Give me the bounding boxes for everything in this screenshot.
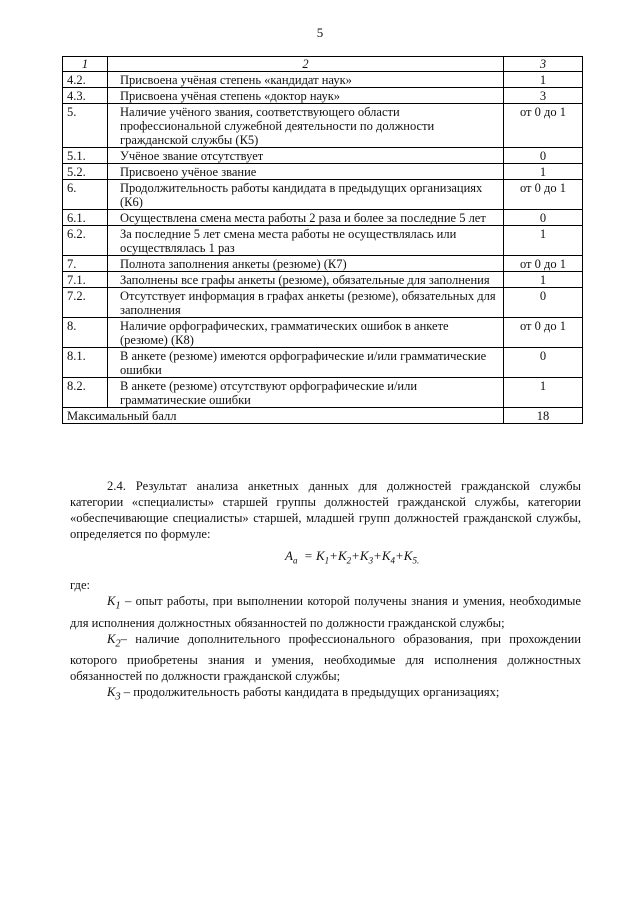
row-description: Присвоено учёное звание — [108, 164, 504, 180]
row-number: 4.3. — [63, 88, 108, 104]
paragraph-2-4-block — [70, 478, 581, 542]
table-row — [63, 210, 583, 226]
page-number: 5 — [316, 25, 324, 40]
k1-definition: $K_1$ – опыт работы, при выполнении которой получены знания и умения, необходимые для исполнения должностных обязанностей по должности гражданской службы; — [70, 594, 581, 630]
row-number: 8. — [63, 318, 108, 348]
formula-term: K — [337, 548, 347, 563]
k2-definition: $K_2-$ наличие дополнительного профессионального образования, при прохождении которого приобретены знания и умения, необходимые для исполнения должностных обязанностей по должности гражданской службы; — [70, 631, 581, 684]
formula-term-sub: 4 — [390, 555, 396, 566]
k3-definition: $K_3$ – продолжительность работы кандидата в предыдущих организациях; — [107, 685, 500, 703]
row-number: 5.2. — [63, 164, 108, 180]
table-row — [63, 164, 583, 180]
row-number: 5. — [63, 104, 108, 148]
row-number: 8.1. — [63, 348, 108, 378]
header-col-2: 2 — [108, 57, 504, 72]
formula-plus: + — [373, 548, 382, 563]
row-score: от 0 до 1 — [504, 256, 583, 272]
criteria-table — [62, 56, 583, 424]
formula-plus: + — [329, 548, 338, 563]
total-label: Максимальный балл — [63, 408, 504, 424]
row-score: 0 — [504, 288, 583, 318]
formula-term-sub: 5. — [412, 555, 420, 566]
row-description: Учёное звание отсутствует — [108, 148, 504, 164]
row-description: Наличие орфографических, грамматических ошибок в анкете (резюме) (К8) — [108, 318, 504, 348]
formula — [285, 548, 419, 566]
row-score: 1 — [504, 378, 583, 408]
formula-term-sub: 1 — [324, 555, 330, 566]
row-number: 6. — [63, 180, 108, 210]
row-score: 1 — [504, 226, 583, 256]
formula-term: K — [381, 548, 391, 563]
table-row — [63, 256, 583, 272]
row-number: 7.1. — [63, 272, 108, 288]
table-row — [63, 180, 583, 210]
row-score: 3 — [504, 88, 583, 104]
table-row — [63, 88, 583, 104]
formula-plus: + — [351, 548, 360, 563]
row-score: 0 — [504, 210, 583, 226]
formula-term-sub: 3 — [368, 555, 374, 566]
definitions-block — [70, 577, 581, 706]
row-score: от 0 до 1 — [504, 180, 583, 210]
formula-terms — [315, 548, 420, 566]
table-row — [63, 226, 583, 256]
row-number: 6.1. — [63, 210, 108, 226]
table-row — [63, 72, 583, 88]
row-number: 8.2. — [63, 378, 108, 408]
formula-term: K — [315, 548, 325, 563]
formula-lhs-sub: a — [292, 555, 298, 566]
row-score: от 0 до 1 — [504, 104, 583, 148]
row-description: Полнота заполнения анкеты (резюме) (К7) — [108, 256, 504, 272]
formula-equals: = — [300, 548, 316, 563]
formula-term: K — [403, 548, 413, 563]
row-description: Присвоена учёная степень «кандидат наук» — [108, 72, 504, 88]
formula-term: K — [359, 548, 369, 563]
formula-plus: + — [395, 548, 404, 563]
formula-term-sub: 2 — [346, 555, 352, 566]
row-score: 1 — [504, 72, 583, 88]
row-score: 1 — [504, 164, 583, 180]
row-score: 0 — [504, 148, 583, 164]
row-description: Заполнены все графы анкеты (резюме), обязательные для заполнения — [108, 272, 504, 288]
where-label: где: — [70, 578, 91, 592]
row-score: 0 — [504, 348, 583, 378]
total-value: 18 — [504, 408, 583, 424]
row-description: За последние 5 лет смена места работы не осуществлялась или осуществлялась 1 раз — [108, 226, 504, 256]
row-score: от 0 до 1 — [504, 318, 583, 348]
row-description: Продолжительность работы кандидата в предыдущих организациях (К6) — [108, 180, 504, 210]
row-description: Осуществлена смена места работы 2 раза и более за последние 5 лет — [108, 210, 504, 226]
row-score: 1 — [504, 272, 583, 288]
table-row — [63, 148, 583, 164]
row-number: 7.2. — [63, 288, 108, 318]
table-row — [63, 272, 583, 288]
table-row — [63, 378, 583, 408]
paragraph-2-4: 2.4. Результат анализа анкетных данных для должностей гражданской службы категории «специалисты» старшей группы должностей гражданской службы, категории «обеспечивающие специалисты» старшей, младшей групп должностей гражданской службы, определяется по формуле: — [70, 479, 581, 541]
table-row — [63, 318, 583, 348]
formula-lhs: A — [285, 548, 293, 563]
header-col-1: 1 — [63, 57, 108, 72]
row-number: 7. — [63, 256, 108, 272]
table-header-row — [63, 57, 583, 72]
row-description: Наличие учёного звания, соответствующего области профессиональной служебной деятельности по должности гражданской службы (К5) — [108, 104, 504, 148]
row-number: 4.2. — [63, 72, 108, 88]
row-description: В анкете (резюме) отсутствуют орфографические и/или грамматические ошибки — [108, 378, 504, 408]
table-row — [63, 288, 583, 318]
row-description: Присвоена учёная степень «доктор наук» — [108, 88, 504, 104]
table-row — [63, 348, 583, 378]
table-total-row — [63, 408, 583, 424]
row-number: 5.1. — [63, 148, 108, 164]
row-number: 6.2. — [63, 226, 108, 256]
header-col-3: 3 — [504, 57, 583, 72]
table-row — [63, 104, 583, 148]
row-description: Отсутствует информация в графах анкеты (резюме), обязательных для заполнения — [108, 288, 504, 318]
row-description: В анкете (резюме) имеются орфографические и/или грамматические ошибки — [108, 348, 504, 378]
